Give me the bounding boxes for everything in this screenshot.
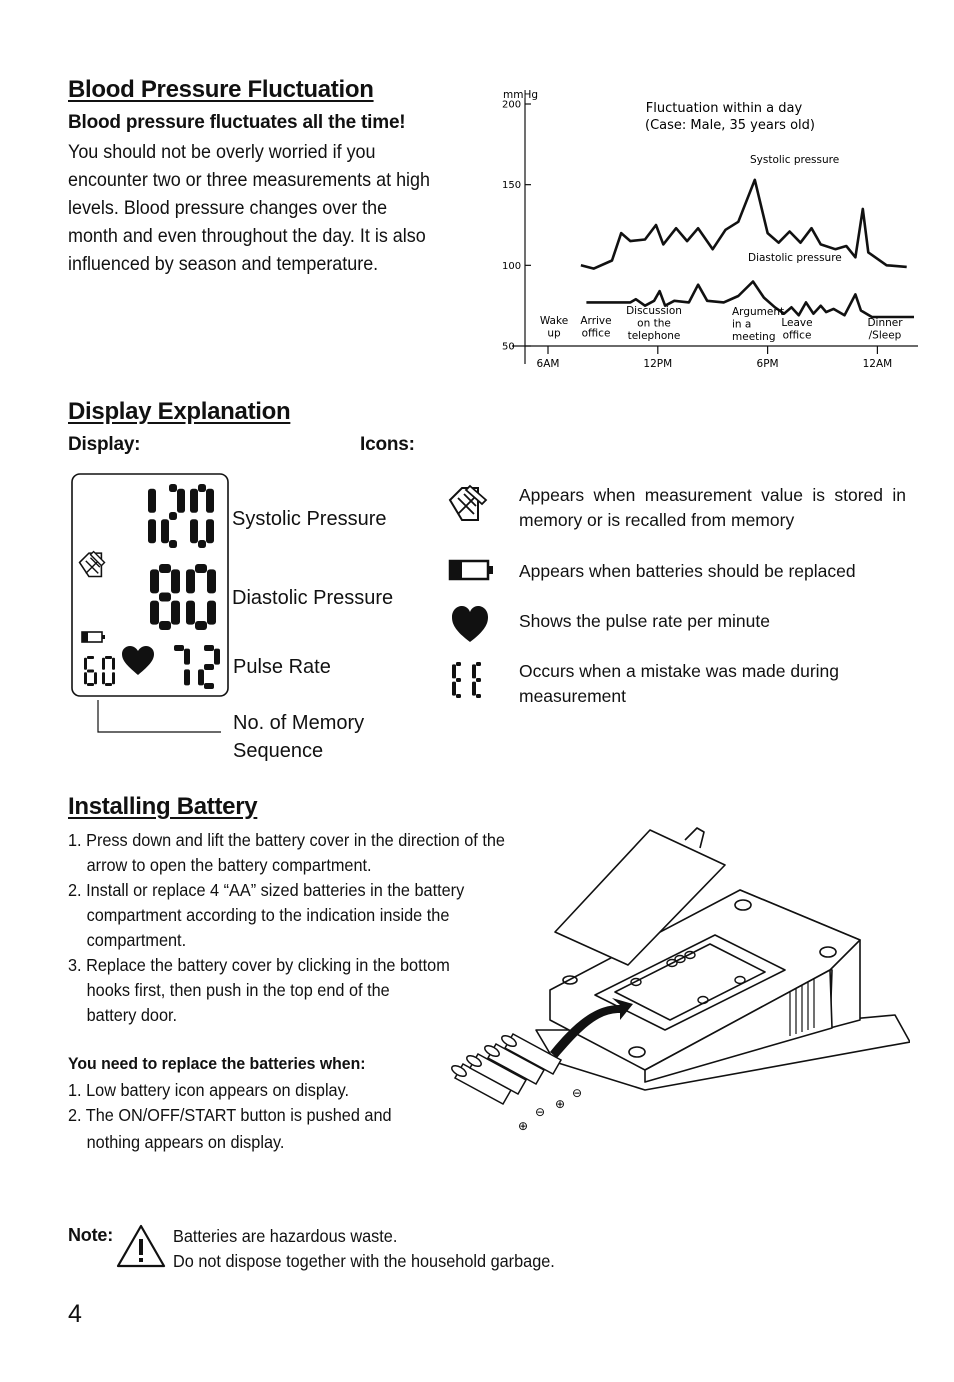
page-number: 4 (68, 1300, 82, 1328)
lcd-pulse-digits (174, 645, 220, 689)
lcd-segment (105, 656, 112, 659)
note-line: Batteries are hazardous waste. (173, 1226, 398, 1246)
y-axis-unit: mmHg (503, 89, 539, 101)
event-annotation: Arrive office (580, 315, 612, 340)
lcd-segment (102, 672, 105, 684)
icon-desc-error-line: Occurs when a mistake was made during (519, 661, 839, 681)
lcd-segment (476, 678, 481, 682)
lcd-segment (472, 664, 476, 678)
lcd-segment (195, 564, 207, 573)
lcd-segment (456, 662, 461, 666)
lcd-battery-icon (82, 632, 105, 642)
icon-desc-heart: Shows the pulse rate per minute (519, 611, 770, 631)
replace-line: nothing appears on display. (86, 1132, 285, 1152)
lcd-segment (84, 658, 87, 670)
event-annotation: Argument in a meeting (732, 306, 785, 343)
chart-subtitle: (Case: Male, 35 years old) (645, 118, 815, 133)
lcd-memory-digits (84, 656, 115, 686)
replace-line: 1. Low battery icon appears on display. (68, 1080, 350, 1100)
step-line: hooks first, then push in the top end of the (86, 980, 390, 1000)
lcd-segment (204, 664, 214, 670)
icon-desc-battery: Appears when batteries should be replaced (519, 561, 856, 581)
warning-icon (115, 1222, 167, 1270)
lcd-segment (214, 649, 220, 665)
memory-icon (450, 486, 486, 520)
icons-column (444, 478, 496, 708)
battery-installation-illustration (440, 820, 910, 1140)
x-tick-label: 6AM (536, 358, 560, 370)
label-systolic: Systolic Pressure (232, 508, 387, 530)
lcd-segment (94, 672, 97, 684)
y-tick-label: 100 (502, 260, 522, 272)
step-line: 3. Replace the battery cover by clicking in the bottom (68, 955, 450, 975)
lcd-segment (198, 484, 206, 492)
lcd-segment (159, 593, 171, 602)
lcd-segment (87, 656, 94, 659)
section-subtitle: Blood pressure fluctuates all the time! (68, 112, 406, 133)
polarity-minus: ⊖ (535, 1105, 546, 1119)
lcd-segment (476, 694, 481, 698)
lcd-segment (207, 601, 216, 625)
lcd-segment (159, 564, 171, 573)
paragraph-line: month and even throughout the day. It is also (68, 225, 426, 247)
lcd-segment (150, 601, 159, 625)
lcd-segment (190, 519, 198, 543)
series-line (581, 180, 907, 269)
note-text (173, 1224, 555, 1274)
lcd-segment (171, 601, 180, 625)
x-tick-label: 6PM (756, 358, 779, 370)
lcd-segment (206, 489, 214, 513)
step-line: 2. Install or replace 4 “AA” sized batteries in the battery (68, 880, 465, 900)
lcd-segment (171, 569, 180, 593)
label-memory-line2: Sequence (233, 740, 324, 762)
event-annotation: Dinner /Sleep (867, 317, 903, 342)
paragraph-line: You should not be overly worried if you (68, 141, 376, 163)
paragraph-line: influenced by season and temperature. (68, 253, 379, 275)
step-line: 1. Press down and lift the battery cover in the direction of the (68, 830, 505, 850)
section-title-display: Display Explanation (68, 398, 291, 425)
lcd-segment (87, 670, 94, 673)
lcd-segment (452, 682, 456, 696)
event-annotation: Discussion on the telephone (626, 305, 682, 342)
icon-desc-memory: Appears when measurement value is stored in memory or is recalled from memory (519, 485, 906, 530)
series-label: Diastolic pressure (748, 252, 842, 264)
bp-paragraph (68, 138, 473, 278)
error-ee-icon (452, 662, 481, 698)
lcd-segment (198, 540, 206, 548)
polarity-minus: ⊖ (572, 1086, 583, 1100)
lcd-systolic-digits (148, 484, 214, 548)
lcd-segment (456, 678, 461, 682)
lcd-segment (198, 669, 204, 685)
lcd-segment (452, 664, 456, 678)
label-memory-line1: No. of Memory (233, 712, 365, 734)
polarity-marks (518, 1086, 582, 1133)
lcd-segment (150, 569, 159, 593)
label-diastolic: Diastolic Pressure (232, 587, 394, 609)
lcd-segment (190, 489, 198, 513)
replace-list (68, 1078, 459, 1155)
lcd-segment (186, 569, 195, 593)
lcd-segment (456, 694, 461, 698)
y-tick-label: 150 (502, 180, 522, 192)
lcd-segment (84, 672, 87, 684)
icon-desc-error (519, 659, 839, 709)
y-tick-label: 50 (502, 341, 515, 353)
y-tick-label: 200 (502, 99, 522, 111)
lcd-segment (169, 484, 177, 492)
series-label: Systolic pressure (750, 154, 840, 166)
section-title-battery: Installing Battery (68, 793, 258, 820)
lcd-segment (184, 649, 190, 665)
lcd-segment (148, 489, 156, 513)
heart-icon (452, 606, 488, 642)
polarity-plus: ⊕ (518, 1119, 529, 1133)
lcd-segment (112, 658, 115, 670)
lcd-segment (177, 489, 185, 513)
lcd-segment (472, 682, 476, 696)
x-tick-label: 12PM (643, 358, 673, 370)
replace-line: 2. The ON/OFF/START button is pushed and (68, 1105, 392, 1125)
lcd-segment (169, 540, 177, 548)
lcd-segment (161, 519, 169, 543)
display-label: Display: (68, 434, 141, 455)
event-annotation: Wake up (539, 315, 569, 340)
lcd-diastolic-digits (150, 564, 216, 630)
lcd-segment (169, 512, 177, 520)
x-tick-label: 12AM (862, 358, 893, 370)
lcd-segment (204, 683, 214, 689)
step-line: compartment according to the indication inside the (86, 905, 450, 925)
bp-fluctuation-chart (490, 84, 920, 384)
lcd-heart-icon (122, 646, 154, 675)
lcd-segment (207, 569, 216, 593)
lcd-segment (184, 669, 190, 685)
note-line: Do not dispose together with the household garbage. (173, 1251, 555, 1271)
lcd-segment (87, 683, 94, 686)
step-line: battery door. (86, 1005, 178, 1025)
lcd-display (66, 470, 236, 736)
chart-title: Fluctuation within a day (645, 101, 803, 116)
section-title-bp-fluctuation: Blood Pressure Fluctuation (68, 76, 374, 103)
lcd-segment (105, 683, 112, 686)
lcd-segment (174, 645, 184, 651)
lcd-segment (148, 519, 156, 543)
lcd-segment (112, 672, 115, 684)
memory-callout-line (98, 700, 221, 732)
replace-title: You need to replace the batteries when: (68, 1054, 366, 1073)
low-battery-icon (450, 561, 493, 579)
lcd-segment (102, 658, 105, 670)
step-line: arrow to open the battery compartment. (86, 855, 372, 875)
lcd-memory-icon (80, 552, 105, 577)
icons-label: Icons: (360, 434, 415, 455)
paragraph-line: levels. Blood pressure changes over the (68, 197, 388, 219)
lcd-segment (195, 621, 207, 630)
note-label: Note: (68, 1225, 113, 1245)
step-line: compartment. (86, 930, 187, 950)
lcd-segment (204, 645, 214, 651)
lcd-segment (159, 621, 171, 630)
cover-tab (685, 828, 704, 848)
lcd-segment (476, 662, 481, 666)
lcd-segment (186, 601, 195, 625)
event-annotation: Leave office (781, 317, 813, 342)
lcd-segment (206, 519, 214, 543)
icon-desc-error-line: measurement (519, 686, 626, 706)
polarity-plus: ⊕ (555, 1097, 566, 1111)
label-pulse: Pulse Rate (233, 656, 331, 678)
paragraph-line: encounter two or three measurements at high (68, 169, 430, 191)
